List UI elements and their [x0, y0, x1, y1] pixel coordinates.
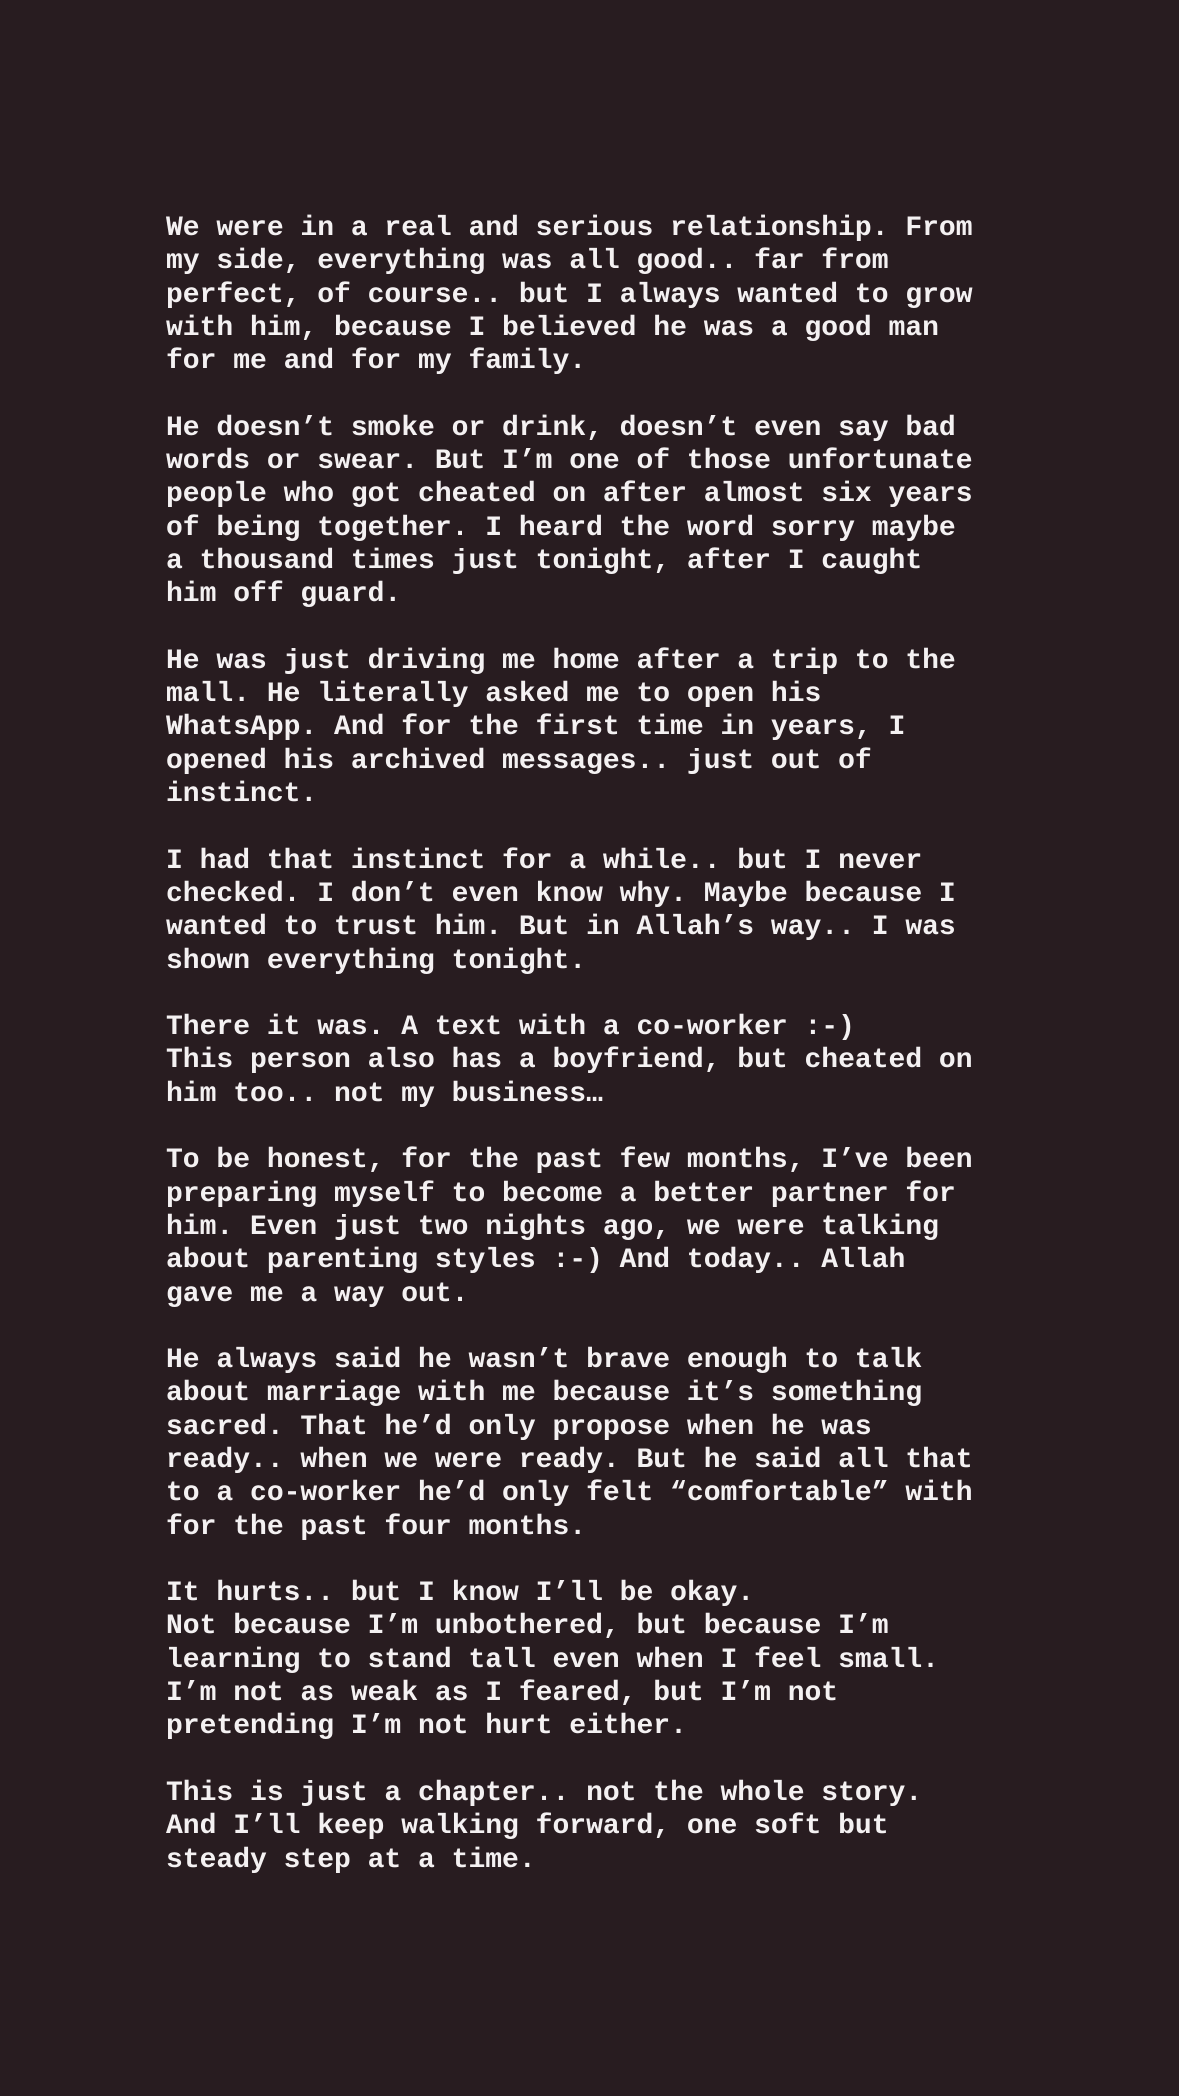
text-line: Not because I’m unbothered, but because I’m [166, 1611, 889, 1643]
text-line: people who got cheated on after almost six years [166, 479, 973, 511]
story-paragraph [166, 1144, 1066, 1310]
text-line: There it was. A text with a co-worker :-) [166, 1012, 855, 1044]
story-paragraph [166, 1777, 1066, 1877]
text-line: to a co-worker he’d only felt “comfortable” with [166, 1478, 973, 1510]
text-line: shown everything tonight. [166, 945, 587, 977]
story-paragraph [166, 1577, 1066, 1743]
text-line: a thousand times just tonight, after I caught [166, 545, 923, 577]
text-line: him too.. not my business… [166, 1078, 603, 1110]
paragraph-gap [166, 378, 1066, 411]
paragraph-gap [166, 612, 1066, 645]
text-line: words or swear. But I’m one of those unfortunate [166, 446, 973, 478]
text-line: about parenting styles :-) And today.. Allah [166, 1245, 906, 1277]
text-line: him off guard. [166, 579, 402, 611]
text-line: about marriage with me because it’s something [166, 1378, 923, 1410]
text-line: my side, everything was all good.. far from [166, 246, 889, 278]
paragraph-gap [166, 1544, 1066, 1577]
story-paragraph [166, 645, 1066, 811]
text-line: He was just driving me home after a trip to the [166, 645, 956, 677]
text-line: ready.. when we were ready. But he said all that [166, 1444, 973, 1476]
story-paragraph [166, 212, 1066, 378]
story-paragraph [166, 412, 1066, 612]
text-line: gave me a way out. [166, 1278, 469, 1310]
text-line: I’m not as weak as I feared, but I’m not [166, 1678, 839, 1710]
text-line: It hurts.. but I know I’ll be okay. [166, 1578, 755, 1610]
story-paragraph [166, 1344, 1066, 1544]
text-line: for the past four months. [166, 1511, 587, 1543]
text-line: pretending I’m not hurt either. [166, 1711, 687, 1743]
text-line: He doesn’t smoke or drink, doesn’t even say bad [166, 412, 956, 444]
text-line: mall. He literally asked me to open his [166, 679, 822, 711]
text-line: with him, because I believed he was a good man [166, 312, 939, 344]
text-line: To be honest, for the past few months, I’ve been [166, 1145, 973, 1177]
text-line: WhatsApp. And for the first time in years, I [166, 712, 906, 744]
text-line: instinct. [166, 779, 318, 811]
story-paragraph [166, 845, 1066, 978]
text-line: This person also has a boyfriend, but cheated on [166, 1045, 973, 1077]
paragraph-gap [166, 811, 1066, 844]
story-paragraph [166, 1011, 1066, 1111]
text-line: steady step at a time. [166, 1844, 536, 1876]
story-text [166, 212, 1066, 1877]
paragraph-gap [166, 978, 1066, 1011]
text-line: perfect, of course.. but I always wanted to grow [166, 279, 973, 311]
text-line: I had that instinct for a while.. but I never [166, 845, 923, 877]
text-line: sacred. That he’d only propose when he was [166, 1411, 872, 1443]
text-line: wanted to trust him. But in Allah’s way.. I was [166, 912, 956, 944]
text-line: We were in a real and serious relationship. From [166, 213, 973, 244]
text-line: learning to stand tall even when I feel small. [166, 1644, 939, 1676]
text-line: He always said he wasn’t brave enough to talk [166, 1345, 923, 1377]
text-line: preparing myself to become a better partner for [166, 1178, 956, 1210]
text-line: checked. I don’t even know why. Maybe because I [166, 878, 956, 910]
paragraph-gap [166, 1311, 1066, 1344]
text-line: for me and for my family. [166, 346, 587, 378]
text-line: of being together. I heard the word sorry maybe [166, 512, 956, 544]
paragraph-gap [166, 1744, 1066, 1777]
text-line: him. Even just two nights ago, we were talking [166, 1211, 939, 1243]
paragraph-gap [166, 1111, 1066, 1144]
text-line: opened his archived messages.. just out of [166, 745, 872, 777]
text-line: And I’ll keep walking forward, one soft but [166, 1811, 889, 1843]
text-line: This is just a chapter.. not the whole story. [166, 1777, 923, 1809]
